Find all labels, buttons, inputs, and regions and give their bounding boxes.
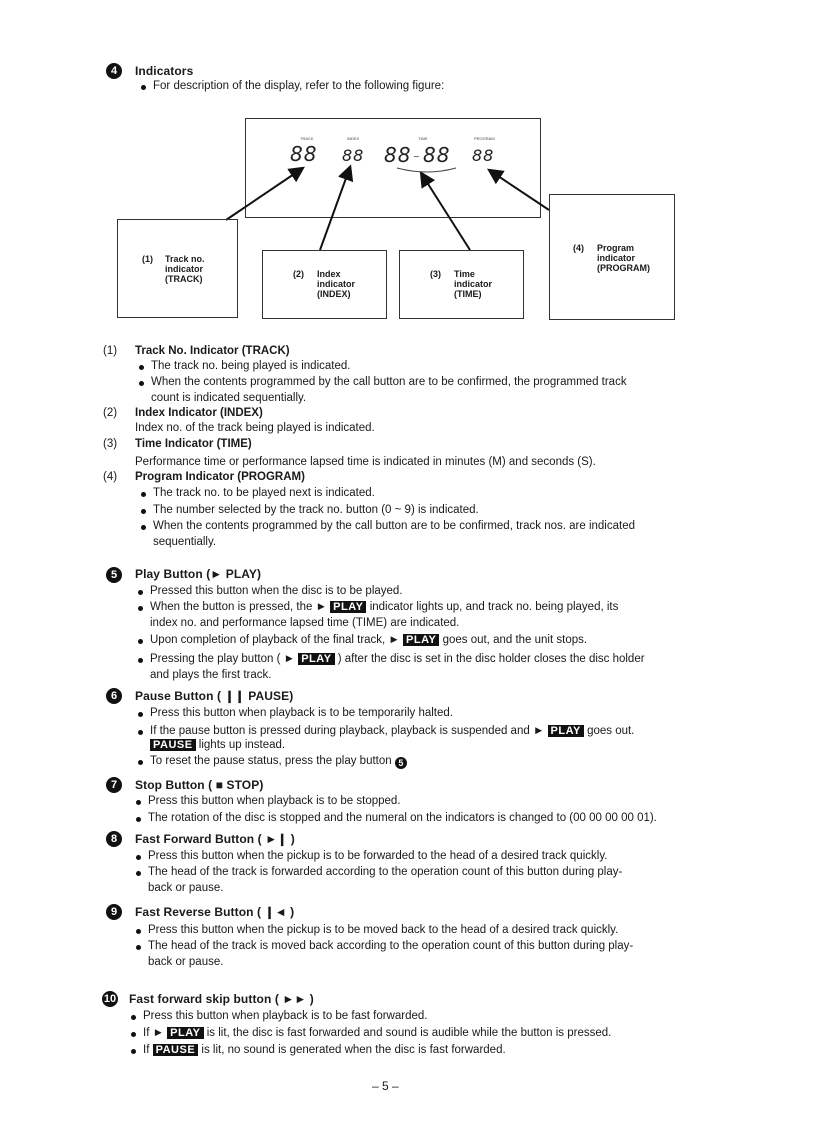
text-part: goes out, and the unit stops. [442, 634, 588, 646]
item-text [150, 601, 618, 613]
item-number: (3) [103, 438, 118, 450]
item-text: The track no. to be played next is indicated. [153, 487, 375, 499]
callout-program-l1: Program [597, 243, 635, 253]
callout-index-l3: (INDEX) [317, 289, 351, 299]
item-title: Track No. Indicator (TRACK) [135, 345, 290, 357]
item-title: Time Indicator (TIME) [135, 438, 252, 450]
item-text: sequentially. [153, 536, 217, 548]
section-number-badge: 6 [106, 688, 122, 704]
callout-program-l2: indicator [597, 253, 636, 263]
callout-index-l1: Index [317, 269, 341, 279]
item-title: Index Indicator (INDEX) [135, 407, 263, 419]
item-title: Program Indicator (PROGRAM) [135, 471, 305, 483]
item-text: Press this button when the pickup is to be forwarded to the head of a desired track quickly. [148, 850, 608, 862]
item-text: Performance time or performance lapsed time is indicated in minutes (M) and seconds (S). [135, 456, 596, 468]
item-text: The head of the track is forwarded according to the operation count of this button during play- [148, 866, 623, 878]
digits-time-min: 88 [384, 143, 412, 167]
item-text [143, 1027, 611, 1039]
label-index: INDEX [347, 136, 360, 141]
callout-program-num: (4) [573, 243, 584, 253]
item-text: Press this button when playback is to be stopped. [148, 795, 401, 807]
callout-track-l2: indicator [165, 264, 204, 274]
callout-track-l3: (TRACK) [165, 274, 203, 284]
section-title: Indicators [135, 64, 194, 78]
item-text: back or pause. [148, 882, 224, 894]
play-indicator-badge: PLAY [330, 601, 366, 613]
page-number: – 5 – [372, 1079, 399, 1093]
item-text [150, 739, 285, 751]
label-time: TIME [418, 136, 428, 141]
digits-program: 88 [472, 146, 495, 165]
digits-time-sep: ~ [413, 152, 421, 161]
section-number-badge: 10 [103, 993, 117, 1005]
section-title: Play Button (► PLAY) [135, 567, 262, 581]
callout-time-l3: (TIME) [454, 289, 482, 299]
section-number-badge: 5 [106, 567, 122, 583]
play-indicator-badge: PLAY [403, 634, 439, 646]
section-title: Fast Forward Button ( ►❙ ) [135, 832, 295, 846]
item-text: Press this button when playback is to be fast forwarded. [143, 1010, 428, 1022]
section-title: Fast Reverse Button ( ❙◄ ) [135, 905, 295, 919]
pause-indicator-badge: PAUSE [153, 1044, 199, 1056]
item-number: (4) [103, 471, 118, 483]
section-title: Pause Button ( ❙❙ PAUSE) [135, 689, 294, 703]
intro-text: For description of the display, refer to the following figure: [153, 80, 445, 92]
play-indicator-badge: PLAY [548, 725, 584, 737]
text-part: is lit, no sound is generated when the disc is fast forwarded. [201, 1044, 506, 1056]
item-text: The track no. being played is indicated. [151, 360, 351, 372]
section-number-badge: 9 [106, 904, 122, 920]
text-part: If the pause button is pressed during playback, playback is suspended and ► [150, 725, 545, 737]
text-part: Pressing the play button ( ► [150, 653, 295, 665]
section-reference-badge: 5 [395, 757, 407, 769]
item-text: Pressed this button when the disc is to be played. [150, 585, 403, 597]
text-part: indicator lights up, and track no. being played, its [369, 601, 619, 613]
callout-track-l1: Track no. [165, 254, 205, 264]
pause-indicator-badge: PAUSE [150, 739, 196, 751]
item-text: Press this button when the pickup is to be moved back to the head of a desired track quickly. [148, 924, 619, 936]
callout-track-num: (1) [142, 254, 153, 264]
item-number: (1) [103, 345, 118, 357]
text-part: If [143, 1044, 150, 1056]
item-text: and plays the first track. [150, 669, 272, 681]
item-text: count is indicated sequentially. [151, 392, 307, 404]
digits-index: 88 [342, 146, 365, 165]
digits-track: 88 [290, 142, 318, 166]
callout-index-l2: indicator [317, 279, 356, 289]
label-program: PROGRAM [474, 136, 495, 141]
callout-time-l2: indicator [454, 279, 493, 289]
section-number-badge: 4 [106, 63, 122, 79]
item-text: The number selected by the track no. button (0 ~ 9) is indicated. [153, 504, 479, 516]
item-text: When the contents programmed by the call button are to be confirmed, the programmed track [151, 376, 627, 388]
label-track: TRACK [300, 136, 314, 141]
item-text: The rotation of the disc is stopped and the numeral on the indicators is changed to (00 00 00 00 01). [148, 812, 657, 824]
play-indicator-badge: PLAY [167, 1027, 203, 1039]
text-part: To reset the pause status, press the play button [150, 755, 392, 767]
callout-program-l3: (PROGRAM) [597, 263, 650, 273]
callout-index-num: (2) [293, 269, 304, 279]
text-part: lights up instead. [198, 739, 286, 751]
play-indicator-badge: PLAY [298, 653, 334, 665]
item-text: Index no. of the track being played is indicated. [135, 422, 375, 434]
item-text: Press this button when playback is to be temporarily halted. [150, 707, 453, 719]
item-text: back or pause. [148, 956, 224, 968]
text-part: ) after the disc is set in the disc holder closes the disc holder [337, 653, 645, 665]
section-number-badge: 8 [106, 831, 122, 847]
item-text [150, 653, 645, 665]
item-text [150, 755, 407, 769]
section-title: Fast forward skip button ( ►► ) [129, 992, 314, 1006]
item-text: When the contents programmed by the call button are to be confirmed, track nos. are indicated [153, 520, 635, 532]
text-part: is lit, the disc is fast forwarded and sound is audible while the button is pressed. [206, 1027, 612, 1039]
text-part: Upon completion of playback of the final track, ► [150, 634, 400, 646]
section-title: Stop Button ( ■ STOP) [135, 778, 264, 792]
section-number-badge: 7 [106, 777, 122, 793]
item-text: index no. and performance lapsed time (TIME) are indicated. [150, 617, 460, 629]
digits-time-sec: 88 [423, 143, 451, 167]
text-part: When the button is pressed, the ► [150, 601, 327, 613]
item-text [150, 725, 634, 737]
text-part: goes out. [587, 725, 635, 737]
callout-time-num: (3) [430, 269, 441, 279]
item-text: The head of the track is moved back according to the operation count of this button during play- [148, 940, 634, 952]
callout-time-l1: Time [454, 269, 475, 279]
item-number: (2) [103, 407, 118, 419]
item-text [143, 1044, 506, 1056]
item-text [150, 634, 587, 646]
text-part: If ► [143, 1027, 164, 1039]
